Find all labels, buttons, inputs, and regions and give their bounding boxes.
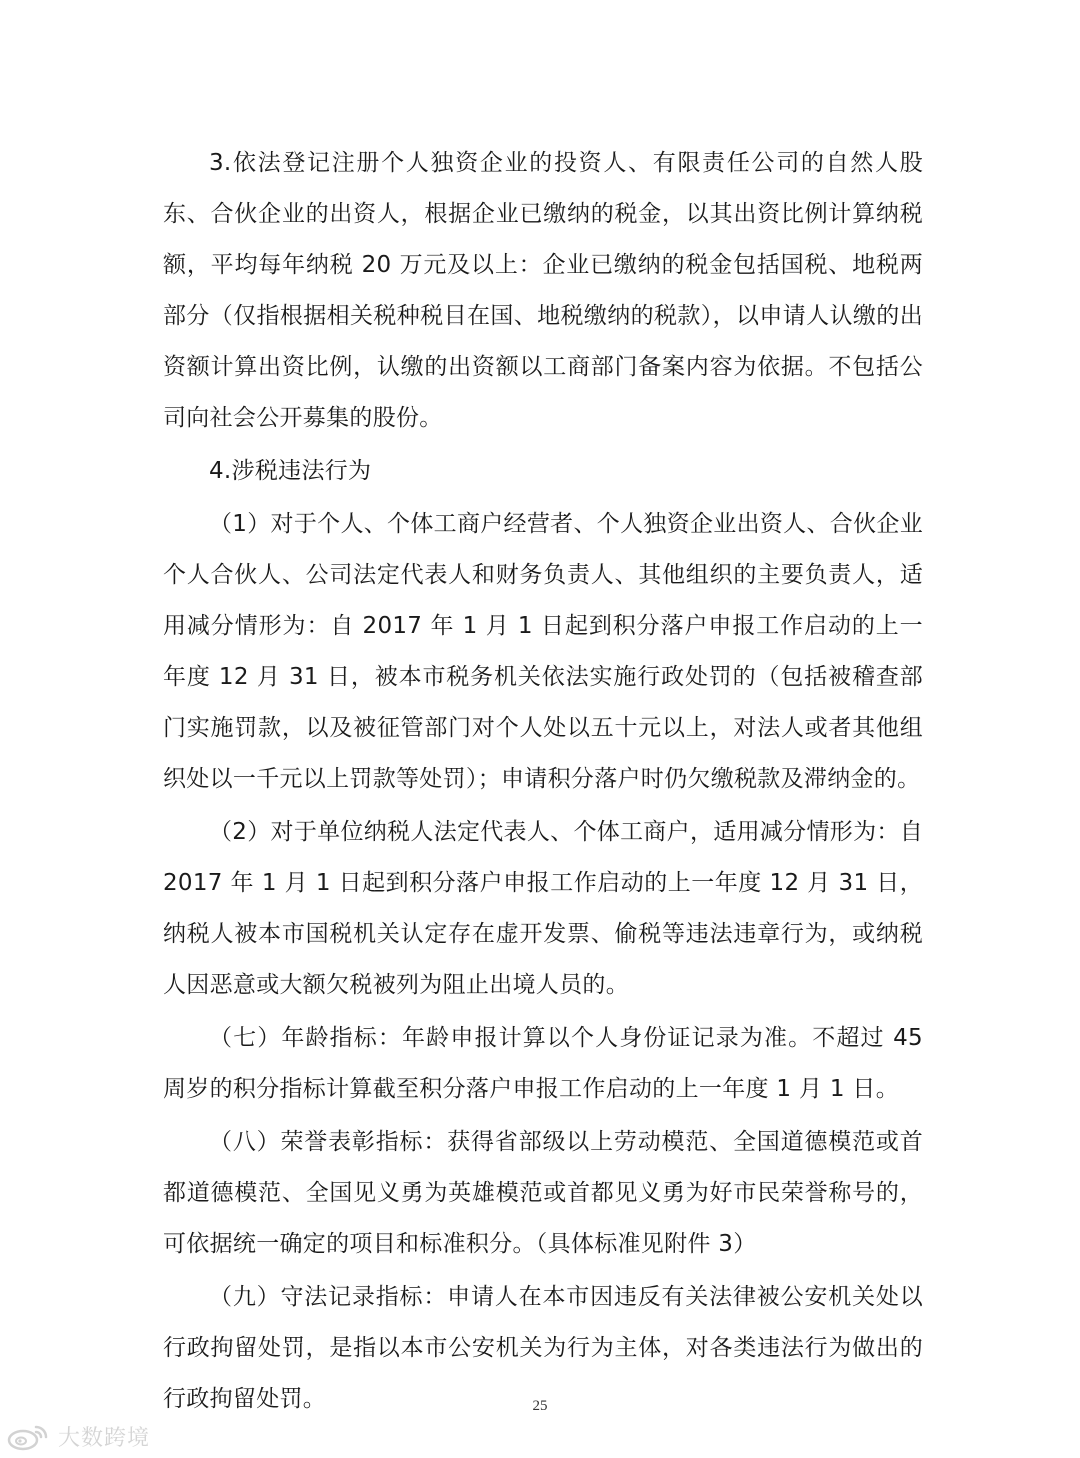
document-body (163, 138, 923, 1427)
weibo-logo-icon (6, 1421, 52, 1451)
paragraph-unit-tax-violation: （2）对于单位纳税人法定代表人、个体工商户，适用减分情形为：自 2017 年 1 月 1 日起到积分落户申报工作启动的上一年度 12 月 31 日，纳税人被本市国税机关认定存在虚开发票、偷税等违法违章行为，或纳税人因恶意或大额欠税被列为阻止出境人员的。 (163, 819, 923, 998)
watermark-text: 大数跨境 (58, 1425, 151, 1451)
paragraph-law-record-indicator: （九）守法记录指标：申请人在本市因违反有关法律被公安机关处以行政拘留处罚，是指以本市公安机关为行为主体，对各类违法行为做出的行政拘留处罚。 (163, 1284, 923, 1412)
paragraph-honor-indicator: （八）荣誉表彰指标：获得省部级以上劳动模范、全国道德模范或首都道德模范、全国见义勇为英雄模范或首都见义勇为好市民荣誉称号的，可依据统一确定的项目和标准积分。（具体标准见附件 3） (163, 1129, 923, 1257)
paragraph-age-indicator: （七）年龄指标：年龄申报计算以个人身份证记录为准。不超过 45 周岁的积分指标计算截至积分落户申报工作启动的上一年度 1 月 1 日。 (163, 1025, 923, 1102)
page-number: 25 (532, 1398, 548, 1414)
watermark (6, 1418, 150, 1454)
paragraph-individual-tax-violation: （1）对于个人、个体工商户经营者、个人独资企业出资人、合伙企业个人合伙人、公司法定代表人和财务负责人、其他组织的主要负责人，适用减分情形为：自 2017 年 1 月 1 日起到积分落户申报工作启动的上一年度 12 月 31 日，被本市税务机关依法实施行政处罚的（包括被稽查部门实施罚款，以及被征管部门对个人处以五十元以上，对法人或者其他组织处以一千元以上罚款等处罚）；申请积分落户时仍欠缴税款及滞纳金的。 (163, 511, 923, 792)
paragraph-investor-tax: 3.依法登记注册个人独资企业的投资人、有限责任公司的自然人股东、合伙企业的出资人，根据企业已缴纳的税金，以其出资比例计算纳税额，平均每年纳税 20 万元及以上：企业已缴纳的税金包括国税、地税两部分（仅指根据相关税种税目在国、地税缴纳的税款），以申请人认缴的出资额计算出资比例，认缴的出资额以工商部门备案内容为依据。不包括公司向社会公开募集的股份。 (163, 150, 923, 431)
paragraph-tax-violation-heading: 4.涉税违法行为 (209, 458, 372, 484)
